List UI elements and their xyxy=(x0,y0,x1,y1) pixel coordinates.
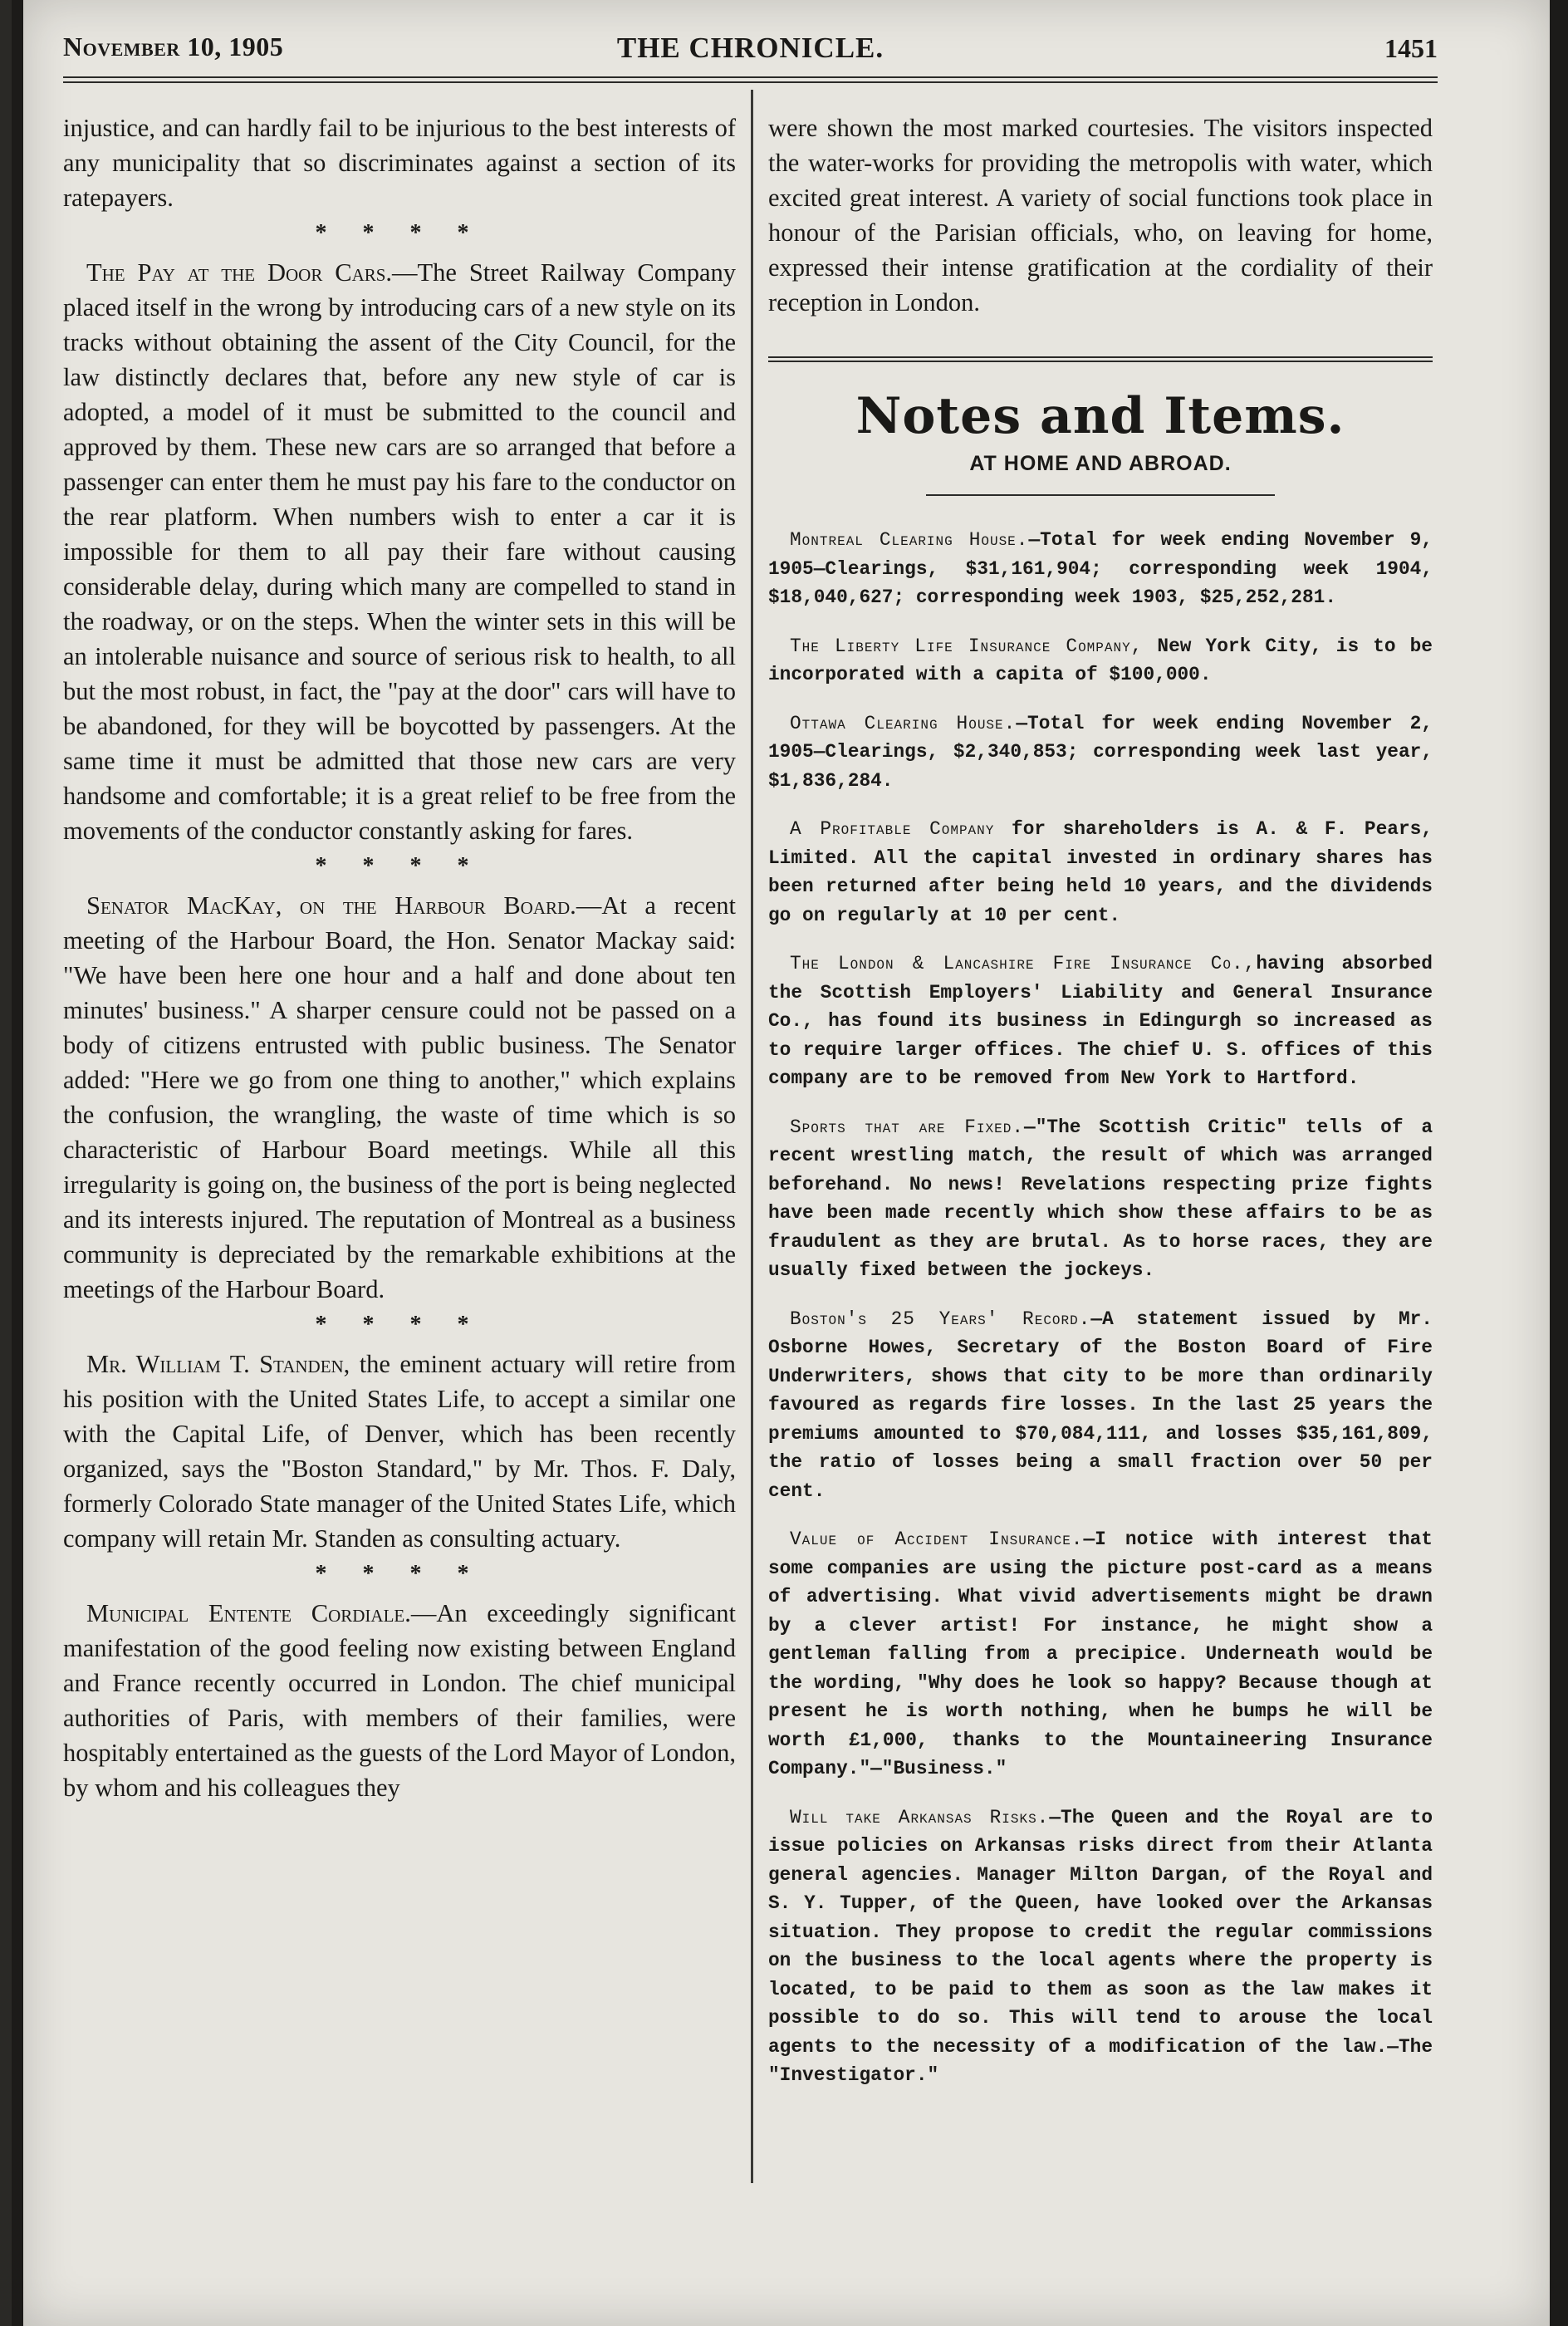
item-text: —Total for week ending November 2, 1905—Clearings, $2,340,853; corresponding week last year, $1,836,284. xyxy=(768,712,1433,792)
page-header xyxy=(63,32,1438,73)
article-entente-cordiale xyxy=(63,1596,736,1805)
continuation-paragraph: were shown the most marked courtesies. The visitors inspected the water-works for providing the metropolis with water, which excited great interest. A variety of social functions took place in honour of the Parisian officials, who, on leaving for home, expressed their intense gratification at the cordiality of their reception in London. xyxy=(768,114,1433,317)
separator-stars: * * * * xyxy=(315,853,484,879)
item-text: —Total for week ending November 9, 1905—Clearings, $31,161,904; corresponding week 1904, $18,040,627; corresponding week 1903, $25,252,281. xyxy=(768,529,1433,608)
news-item xyxy=(768,1305,1433,1506)
article-heading: The Pay at the Door Cars. xyxy=(86,258,393,287)
item-lead: Montreal Clearing House. xyxy=(790,529,1029,551)
article-heading: Senator MacKay, on the Harbour Board. xyxy=(86,891,576,920)
item-text: —I notice with interest that some companies are using the picture post-card as a means of advertising. What vivid advertisements might be drawn by a clever artist! For instance, he might show a gentleman falling from a precipice. Underneath would be the wording, "Why does he look so happy? Because though at present he is worth nothing, when he bumps he will be worth £1,000, thanks to the Mountaineering Insurance Company."—"Business." xyxy=(768,1529,1433,1779)
intro-paragraph: injustice, and can hardly fail to be injurious to the best interests of any municipality that so discriminates against a section of its ratepayers. xyxy=(63,114,736,212)
separator-stars: * * * * xyxy=(315,1312,484,1337)
item-lead: Boston's 25 Years' Record. xyxy=(790,1308,1091,1330)
article-body: —The Street Railway Company placed itself in the wrong by introducing cars of a new style on its tracks without obtaining the assent of the City Council, for the law distinctly declares that, before any new style of car is adopted, a model of it must be submitted to the council and approved by them. These new cars are so arranged that before a passenger can enter them he must pay his fare to the conductor on the rear platform. When numbers wish to enter a car it is impossible for them to all pay their fare without causing considerable delay, during which many are compelled to stand in the roadway, or on the steps. When the winter sets in this will be an intolerable nuisance and source of serious risk to health, to all but the most robust, in fact, the "pay at the door" cars will have to be abandoned, for they will be boycotted by passengers. At the same time it must be admitted that those new cars are very handsome and comfortable; it is a great relief to be free from the movements of the conductor constantly asking for fares. xyxy=(63,258,736,845)
section-title: Notes and Items. xyxy=(855,387,1345,445)
item-lead: Will take Arkansas Risks. xyxy=(790,1806,1050,1828)
news-item xyxy=(768,1113,1433,1285)
item-lead: Value of Accident Insurance. xyxy=(790,1529,1084,1550)
news-item xyxy=(768,632,1433,689)
item-text: New York City, is to be incorporated with a capita of $100,000. xyxy=(768,635,1433,685)
item-lead: Sports that are Fixed. xyxy=(790,1116,1025,1138)
header-page-number: 1451 xyxy=(1384,33,1438,63)
section-subtitle: AT HOME AND ABROAD. xyxy=(969,452,1232,475)
header-rule-top xyxy=(63,76,1438,78)
item-text: having absorbed the Scottish Employers' Liability and General Insurance Co., has found its business in Edingurgh so increased as to require larger offices. The chief U. S. offices of this company are to be removed from New York to Hartford. xyxy=(768,953,1433,1089)
separator-stars: * * * * xyxy=(315,1561,484,1587)
news-item xyxy=(768,1525,1433,1784)
item-lead: A Profitable Company xyxy=(790,818,995,840)
item-text: —"The Scottish Critic" tells of a recent wrestling match, the result of which was arranged beforehand. No news! Revelations respecting prize fights have been made recently which show these affairs to be as fraudulent as they are brutal. As to horse races, they are usually fixed between the jockeys. xyxy=(768,1116,1433,1281)
header-title: THE CHRONICLE. xyxy=(616,32,884,64)
header-date: November 10, 1905 xyxy=(63,32,284,61)
item-text: —The Queen and the Royal are to issue policies on Arkansas risks direct from their Atlanta general agencies. Manager Milton Dargan, of the Royal and S. Y. Tupper, of the Queen, have looked over the Arkansas situation. They propose to credit the regular commissions on the business to the local agents where the property is located, to be paid to them as soon as the law makes it possible to do so. This will tend to arouse the local agents to the necessity of a modification of the law.—The "Investigator." xyxy=(768,1806,1433,2086)
news-item xyxy=(768,526,1433,612)
item-lead: Ottawa Clearing House. xyxy=(790,712,1017,734)
header-rule-bottom xyxy=(63,81,1438,83)
article-pay-at-door xyxy=(63,255,736,848)
article-body: —At a recent meeting of the Harbour Board, the Hon. Senator Mackay said: "We have been here one hour and a half and done about ten minutes' business." A sharper censure could not be passed on a body of citizens entrusted with public business. The Senator added: "Here we go from one thing to another," which explains the confusion, the wrangling, the waste of time which is so characteristic of Harbour Board meetings. While all this irregularity is going on, the business of the port is being neglected and its interests injured. The reputation of Montreal as a business community is depreciated by the remarkable exhibitions at the meetings of the Harbour Board. xyxy=(63,891,736,1303)
item-lead: The London & Lancashire Fire Insurance Co., xyxy=(790,953,1257,974)
column-divider xyxy=(751,90,753,2183)
section-rule xyxy=(768,356,1433,358)
item-text: for shareholders is A. & F. Pears, Limited. All the capital invested in ordinary shares has been returned after being held 10 years, and the dividends go on regularly at 10 per cent. xyxy=(768,818,1433,926)
separator-stars: * * * * xyxy=(315,220,484,246)
news-item xyxy=(768,950,1433,1093)
subtitle-rule xyxy=(926,494,1275,496)
article-body: the eminent actuary will retire from his position with the United States Life, to accept a similar one with the Capital Life, of Denver, which has been recently organized, says the "Boston Standard," by Mr. Thos. F. Daly, formerly Colorado State manager of the United States Life, which company will retain Mr. Standen as consulting actuary. xyxy=(63,1350,736,1553)
article-heading: Municipal Entente Cordiale. xyxy=(86,1599,411,1627)
news-item xyxy=(768,709,1433,796)
section-rule xyxy=(768,361,1433,362)
left-column xyxy=(63,110,736,1805)
item-text: —A statement issued by Mr. Osborne Howes, Secretary of the Boston Board of Fire Underwriters, shows that city to be more than ordinarily favoured as regards fire losses. In the last 25 years the premiums amounted to $70,084,111, and losses $35,161,809, the ratio of losses being a small fraction over 50 per cent. xyxy=(768,1308,1433,1502)
article-william-standen xyxy=(63,1347,736,1556)
news-item xyxy=(768,1803,1433,2090)
news-item xyxy=(768,815,1433,930)
newspaper-page xyxy=(23,0,1550,2326)
right-column xyxy=(768,110,1433,2110)
page-binding-edge xyxy=(0,0,12,2326)
article-senator-mackay xyxy=(63,888,736,1307)
article-heading: Mr. William T. Standen, xyxy=(86,1350,350,1378)
item-lead: The Liberty Life Insurance Company, xyxy=(790,635,1144,657)
article-body: —An exceedingly significant manifestation of the good feeling now existing between England and France recently occurred in London. The chief municipal authorities of Paris, with members of their families, were hospitably entertained as the guests of the Lord Mayor of London, by whom and his colleagues they xyxy=(63,1599,736,1802)
